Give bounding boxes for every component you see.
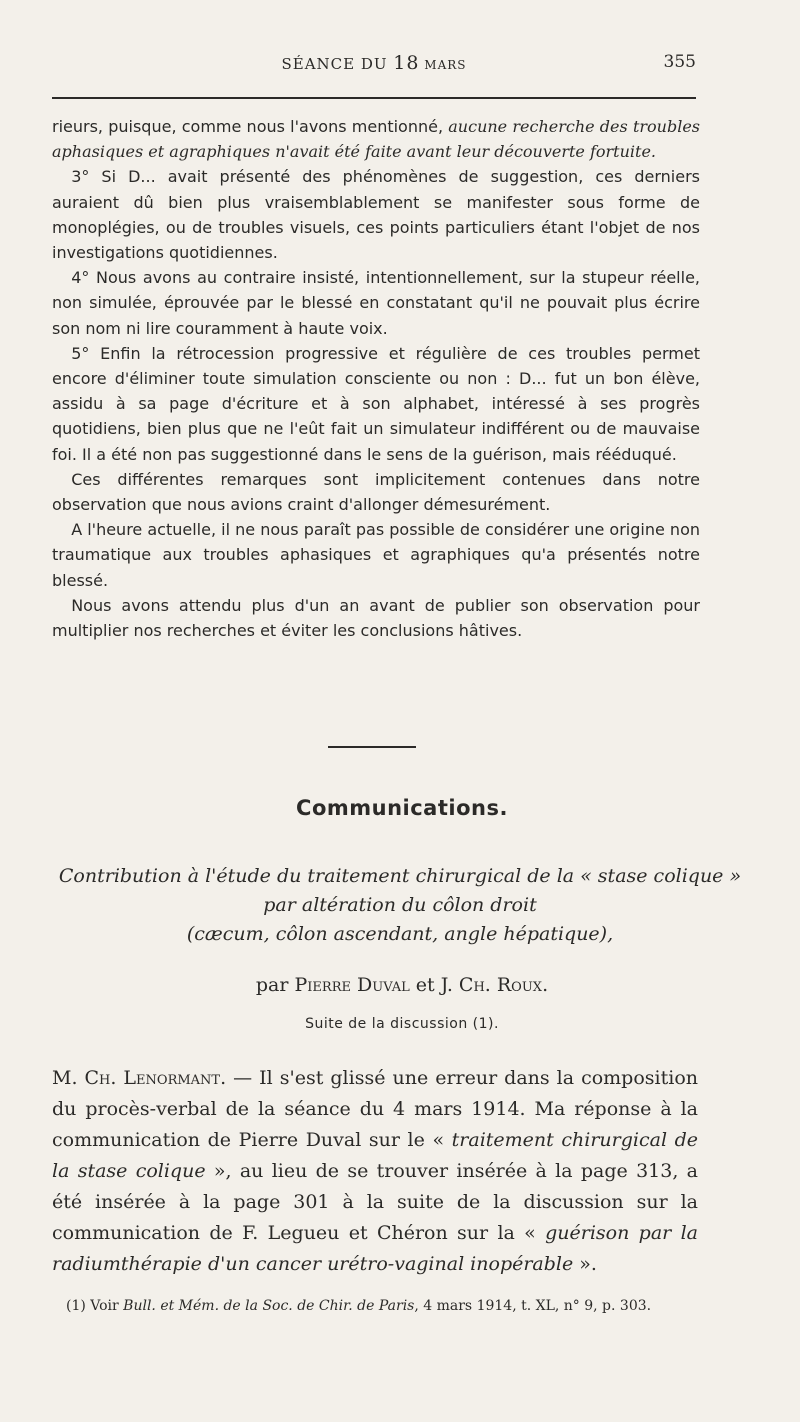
body-text (52, 114, 700, 643)
running-header (52, 52, 696, 82)
article-title-line-3: (cæcum, côlon ascendant, angle hépatique), (186, 923, 614, 945)
paragraph-point-5: 5° Enfin la rétrocession progressive et régulière de ces troubles permet encore d'éliminer toute simulation consciente ou non : D... fut un bon élève, assidu à sa page d'écriture et à son alphabet, intéressé à ses progrès quotidiens, bien plus que ne l'eût fait un simulateur indifférent ou de mauvaise foi. Il a été non pas suggestionné dans le sens de la guérison, mais rééduqué. (52, 343, 700, 464)
paragraph-point-4: 4° Nous avons au contraire insisté, intentionnellement, sur la stupeur réelle, non simulée, éprouvée par le blessé en constatant qu'il ne pouvait plus écrire son nom ni lire couramment à haute voix. (52, 268, 700, 338)
article-authors: par Pierre Duval et J. Ch. Roux. (255, 974, 549, 996)
paragraph-continuation: rieurs, puisque, comme nous l'avons mentionné, aucune recherche des troubles aphasiques et agraphiques n'avait été faite avant leur découverte fortuite. (52, 117, 700, 162)
discussion-subtitle: Suite de la discussion (1). (305, 1016, 499, 1032)
header-title: SÉANCE DU 18 MARS (281, 52, 467, 74)
author-duval: Pierre Duval (294, 974, 410, 996)
header-rule (52, 97, 696, 99)
page-number: 355 (663, 52, 696, 72)
author-roux: J. Ch. Roux (440, 974, 543, 996)
paragraph-point-3: 3° Si D... avait présenté des phénomènes de suggestion, ces derniers auraient dû bien plus vraisemblablement se manifester sous forme de monoplégies, ou de troubles visuels, ces points particuliers étant l'objet de nos investigations quotidiennes. (52, 167, 700, 263)
section-title: Communications. (296, 796, 508, 820)
discussion-text: M. Ch. Lenormant. — Il s'est glissé une erreur dans la composition du procès-verbal de la séance du 4 mars 1914. Ma réponse à la communication de Pierre Duval sur le « traitement chirurgical de la stase colique », au lieu de se trouver insérée à la page 313, a été insérée à la page 301 à la suite de la discussion sur la communication de F. Legueu et Chéron sur la « guérison par la radiumthérapie d'un cancer urétro-vaginal inopérable ». (52, 1067, 699, 1275)
article-title-line-2: par altération du côlon droit (263, 894, 537, 916)
footnote: (1) Voir Bull. et Mém. de la Soc. de Chir. de Paris, 4 mars 1914, t. XL, n° 9, p. 303. (66, 1298, 652, 1314)
section-divider (328, 746, 416, 748)
article-title-line-1: Contribution à l'étude du traitement chirurgical de la « stase colique » (58, 865, 742, 887)
paragraph-remarks: Ces différentes remarques sont implicitement contenues dans notre observation que nous avions craint d'allonger démesurément. (52, 469, 700, 515)
paragraph-current: A l'heure actuelle, il ne nous paraît pas possible de considérer une origine non traumatique aux troubles aphasiques et agraphiques qu'a présentés notre blessé. (52, 520, 700, 590)
speaker-name: M. Ch. Lenormant. (52, 1067, 227, 1089)
paragraph-waited: Nous avons attendu plus d'un an avant de publier son observation pour multiplier nos recherches et éviter les conclusions hâtives. (52, 595, 700, 641)
article-title (40, 862, 760, 949)
